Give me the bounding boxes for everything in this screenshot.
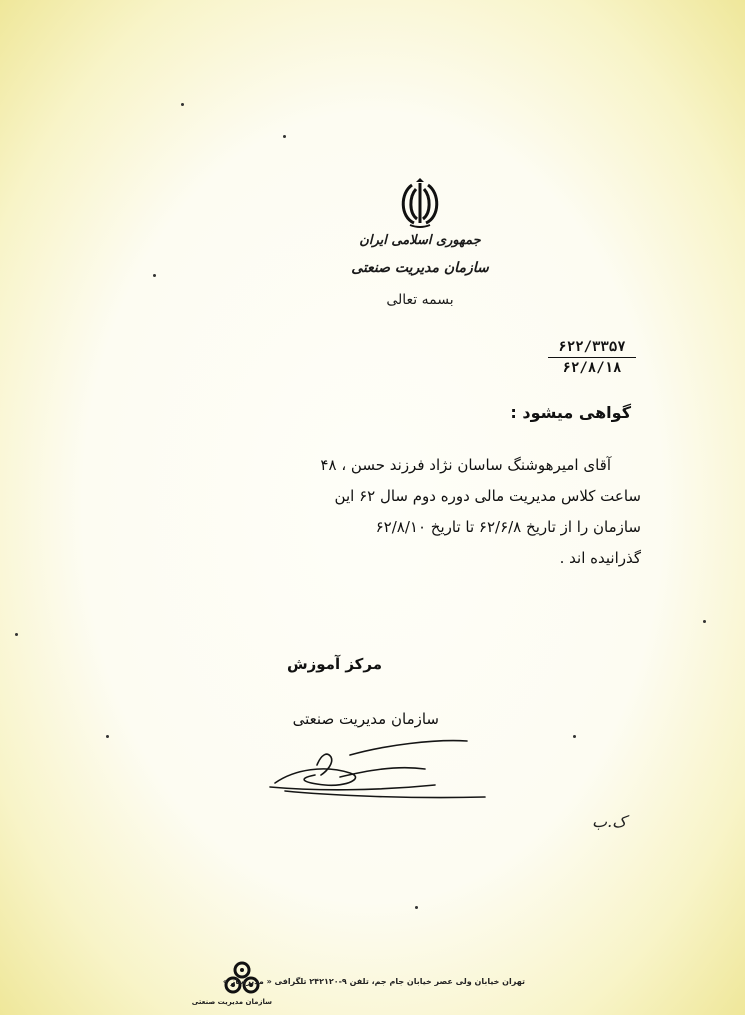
reference-divider bbox=[548, 357, 636, 358]
body-line: سازمان را از تاریخ ۶۲/۶/۸ تا تاریخ ۶۲/۸/۱۰ bbox=[375, 518, 641, 536]
paper-speck bbox=[181, 103, 184, 106]
paper-speck bbox=[415, 906, 418, 909]
letterhead-invocation: بسمه تعالی bbox=[386, 292, 454, 308]
letterhead bbox=[340, 175, 500, 308]
margin-note: ک.ب bbox=[592, 812, 627, 831]
reference-block bbox=[548, 338, 636, 377]
footer-address: تهران خیابان ولی عصر خیابان جام جم، تلفن ۹-۲۴۲۱۲۰ تلگرافی « مدیرساز » bbox=[222, 977, 525, 986]
certificate-heading: گواهی میشود : bbox=[510, 403, 631, 422]
body-line: آقای امیرهوشنگ ساسان نژاد فرزند حسن ، ۴۸ bbox=[320, 456, 611, 474]
letterhead-organization: سازمان مدیریت صنعتی bbox=[351, 260, 489, 276]
iran-emblem-icon bbox=[392, 175, 448, 231]
reference-number: ۶۲۲/۳۳۵۷ bbox=[558, 339, 626, 355]
body-line: گذرانیده اند . bbox=[559, 549, 641, 567]
reference-date: ۶۲/۸/۱۸ bbox=[562, 360, 622, 376]
handwritten-signature bbox=[255, 725, 495, 805]
letterhead-country: جمهوری اسلامی ایران bbox=[359, 233, 481, 248]
issuing-organization: سازمان مدیریت صنعتی bbox=[292, 710, 439, 728]
paper-speck bbox=[573, 735, 576, 738]
paper-speck bbox=[153, 274, 156, 277]
certificate-body bbox=[141, 450, 641, 574]
logo-caption: سازمان مدیریت صنعتی bbox=[191, 998, 272, 1006]
paper-speck bbox=[106, 735, 109, 738]
body-line: ساعت کلاس مدیریت مالی دوره دوم سال ۶۲ این bbox=[334, 487, 641, 505]
paper-speck bbox=[15, 633, 18, 636]
paper-speck bbox=[283, 135, 286, 138]
issuing-center: مرکز آموزش bbox=[286, 655, 382, 673]
paper-speck bbox=[703, 620, 706, 623]
